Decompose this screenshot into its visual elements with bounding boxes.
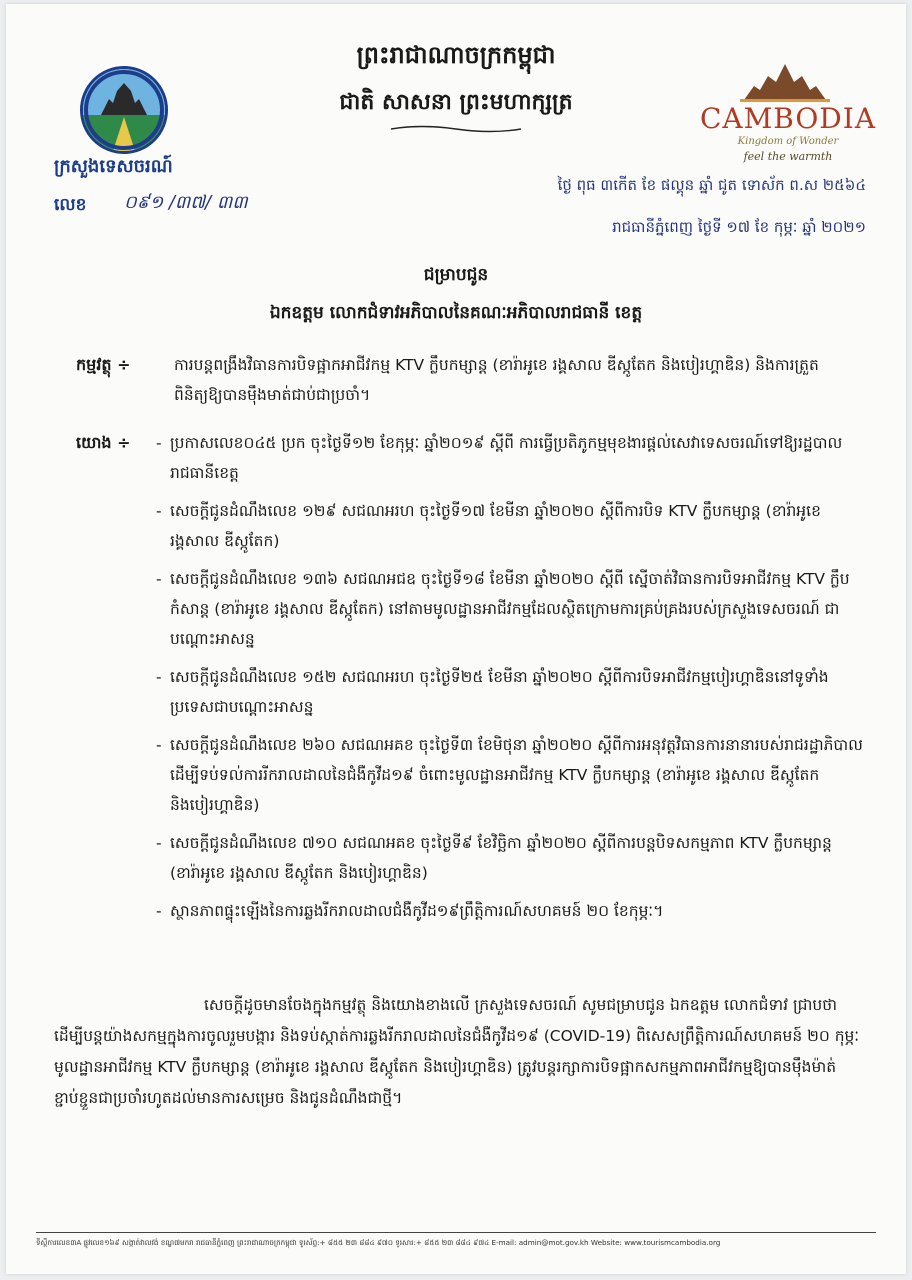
closing-paragraph: សេចក្តីដូចមានចែងក្នុងកម្មវត្ថុ និងយោងខាងលើ ក្រសួងទេសចរណ៍ សូមជម្រាបជូន ឯកឧត្ដម លោកជំទាវ ជ្រាបថា ដើម្បីបន្តយ៉ាងសកម្មក្នុងការចូលរួមបង្ការ និងទប់ស្កាត់ការឆ្លងរីករាលដាលនៃជំងឺកូវីដ១៩ (COVID-19) ពិសេសព្រឹត្តិការណ៍សហគមន៍ ២០ កុម្ភៈ មូលដ្ឋានអាជីវកម្ម KTV ក្លឹបកម្សាន្ត (ខារ៉ាអូខេ រង្គសាល ឌីស្កូតែក និងបៀរហ្គាឌិន) ត្រូវបន្តរក្សាការបិទផ្អាកសកម្មភាពអាជីវកម្មឱ្យបានម៉ឹងម៉ាត់ ខ្ជាប់ខ្ជួនជាប្រចាំរហូតដល់មានការសម្រេច និងជូនដំណឹងជាថ្មី។ [54,996,860,1107]
salutation: ជម្រាបជូន [423,265,489,285]
letter-page [6,4,906,1274]
footer-divider [36,1232,876,1233]
ref-number: ០៩១ /៣៧/ ៣៣ [124,192,248,213]
cambodia-logo-text: CAMBODIA [699,102,877,135]
kingdom-heading: ព្រះរាជាណាចក្រកម្ពុជា [356,41,556,69]
ref-label: លេខ [54,195,87,215]
reference-item: - សេចក្តីជូនដំណឹងលេខ ១៣៦ សជណអជឧ ចុះថ្ងៃទី១៨ ខែមីនា ឆ្នាំ២០២០ ស្ដីពី ស្នើចាត់វិធានការបិទអាជីវកម្ម KTV ក្លឹបកំសាន្ត (ខារ៉ាអូខេ រង្គសាល ឌីស្កូតែក) នៅតាមមូលដ្ឋានអាជីវកម្មដែលស្ថិតក្រោមការគ្រប់គ្រងរបស់ក្រសួងទេសចរណ៍ ជាបណ្ដោះអាសន្ន [156,564,866,654]
ministry-seal-icon [80,66,168,154]
ministry-name: ក្រសួងទេសចរណ៍ [54,156,173,177]
angkor-temple-icon [740,62,830,102]
subject-text: ការបន្តពង្រឹងវិធានការបិទផ្អាកអាជីវកម្ម KTV ក្លឹបកម្សាន្ត (ខារ៉ាអូខេ រង្គសាល ឌីស្កូតែក និងបៀរហ្គាឌិន) និងការត្រួតពិនិត្យឱ្យបានម៉ឹងមាត់ជាប់ជាប្រចាំ។ [174,356,819,404]
lunar-date: ថ្ងៃ ពុធ ៣កើត ខែ ផល្គុន ឆ្នាំ ជូត ទោស័ក ព.ស ២៥៦៤ [557,176,866,194]
solar-date: រាជធានីភ្នំពេញ ថ្ងៃទី ១៧ ខែ កុម្ភៈ ឆ្នាំ ២០២១ [612,218,866,236]
national-motto: ជាតិ សាសនា ព្រះមហាក្សត្រ [339,90,573,115]
reference-item: - សេចក្តីជូនដំណឹងលេខ ២៦០ សជណអគខ ចុះថ្ងៃទី៣ ខែមិថុនា ឆ្នាំ២០២០ ស្ដីពីការអនុវត្តវិធានការនានារបស់រាជរដ្ឋាភិបាល ដើម្បីទប់ទល់ការរីករាលដាលនៃជំងឺកូវីដ១៩ ចំពោះមូលដ្ឋានអាជីវកម្ម KTV ក្លឹបកម្សាន្ត (ខារ៉ាអូខេ រង្គសាល ឌីស្កូតែក និងបៀរហ្គាឌិន) [156,730,866,820]
reference-item: - ប្រកាសលេខ០៤៥ ប្រក ចុះថ្ងៃទី១២ ខែកុម្ភៈ ឆ្នាំ២០១៩ ស្ដីពី ការធ្វើប្រតិភូកម្មមុខងារផ្ដល់សេវាទេសចរណ៍ទៅឱ្យរដ្ឋបាលរាជធានីខេត្ត [156,428,866,488]
subject-label: កម្មវត្ថុ ÷ [76,355,131,374]
references-label: យោង ÷ [76,433,131,452]
footer-contact: ទីស្ដីការលេខ៣A ផ្លូវលេខ១៦៩ សង្កាត់វាលវង់ ខណ្ឌ៧មករា រាជធានីភ្នំពេញ ព្រះរាជាណាចក្រកម្ពុជា ទូរស័ព្ទ:+ ៨៥៥ ២៣ ៨៨៤ ៩៧០ ទូរសារ:+ ៨៥៥ ២៣ ៨៨៤ ៩៧៤ E-mail: admin@mot.gov.kh Website: www.tourismcambodia.org [36,1238,721,1247]
references-list [156,428,866,934]
reference-item: - សេចក្តីជូនដំណឹងលេខ ៧១០ សជណអគខ ចុះថ្ងៃទី៩ ខែវិច្ឆិកា ឆ្នាំ២០២០ ស្ដីពីការបន្តបិទសកម្មភាព KTV ក្លឹបកម្សាន្ត (ខារ៉ាអូខេ រង្គសាល ឌីស្កូតែក និងបៀរហ្គាឌិន) [156,828,866,888]
reference-item: - សេចក្តីជូនដំណឹងលេខ ១២៩ សជណអរហ ចុះថ្ងៃទី១៧ ខែមីនា ឆ្នាំ២០២០ ស្ដីពីការបិទ KTV ក្លឹបកម្សាន្ត (ខារ៉ាអូខេ រង្គសាល ឌីស្កូតែក) [156,496,866,556]
ornament-divider [386,124,526,134]
logo-tagline-kingdom: Kingdom of Wonder [737,136,839,147]
reference-item: - សេចក្តីជូនដំណឹងលេខ ១៥២ សជណអរហ ចុះថ្ងៃទី២៥ ខែមីនា ឆ្នាំ២០២០ ស្ដីពីការបិទអាជីវកម្មបៀរហ្គាឌិននៅទូទាំងប្រទេសជាបណ្ដោះអាសន្ន [156,662,866,722]
recipient: ឯកឧត្ដម លោកជំទាវអភិបាលនៃគណៈអភិបាលរាជធានី ខេត្ត [269,303,643,323]
logo-tagline-warmth: feel the warmth [743,150,833,163]
reference-item: - ស្ថានភាពផ្ទុះឡើងនៃការឆ្លងរីករាលដាលជំងឺកូវីដ១៩ព្រឹត្តិការណ៍សហគមន៍ ២០ ខែកុម្ភៈ។ [156,896,866,926]
